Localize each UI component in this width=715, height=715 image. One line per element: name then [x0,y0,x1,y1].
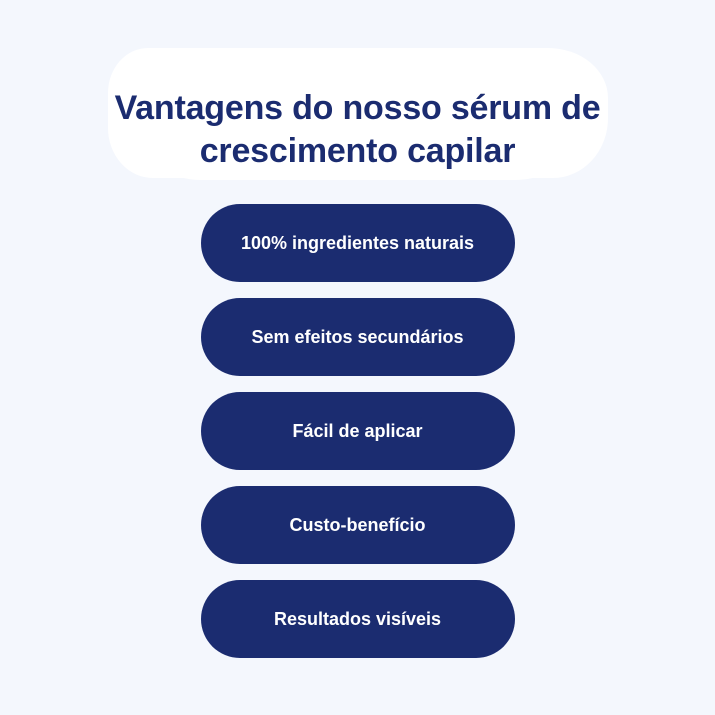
page-title [0,87,715,174]
benefit-label-1: 100% ingredientes naturais [240,232,475,253]
benefit-pill-4 [201,486,515,564]
benefits-list [0,204,715,658]
benefit-label-2: Sem efeitos secundários [251,326,464,347]
benefit-pill-3 [201,392,515,470]
benefit-label-4: Custo-benefício [289,514,426,535]
page-title-line-2: crescimento capilar [199,132,516,171]
benefit-pill-5 [201,580,515,658]
benefit-label-5: Resultados visíveis [273,608,442,629]
page-title-line-1: Vantagens do nosso sérum de [114,88,601,127]
benefit-pill-1 [201,204,515,282]
benefit-pill-2 [201,298,515,376]
benefit-label-3: Fácil de aplicar [292,420,423,441]
